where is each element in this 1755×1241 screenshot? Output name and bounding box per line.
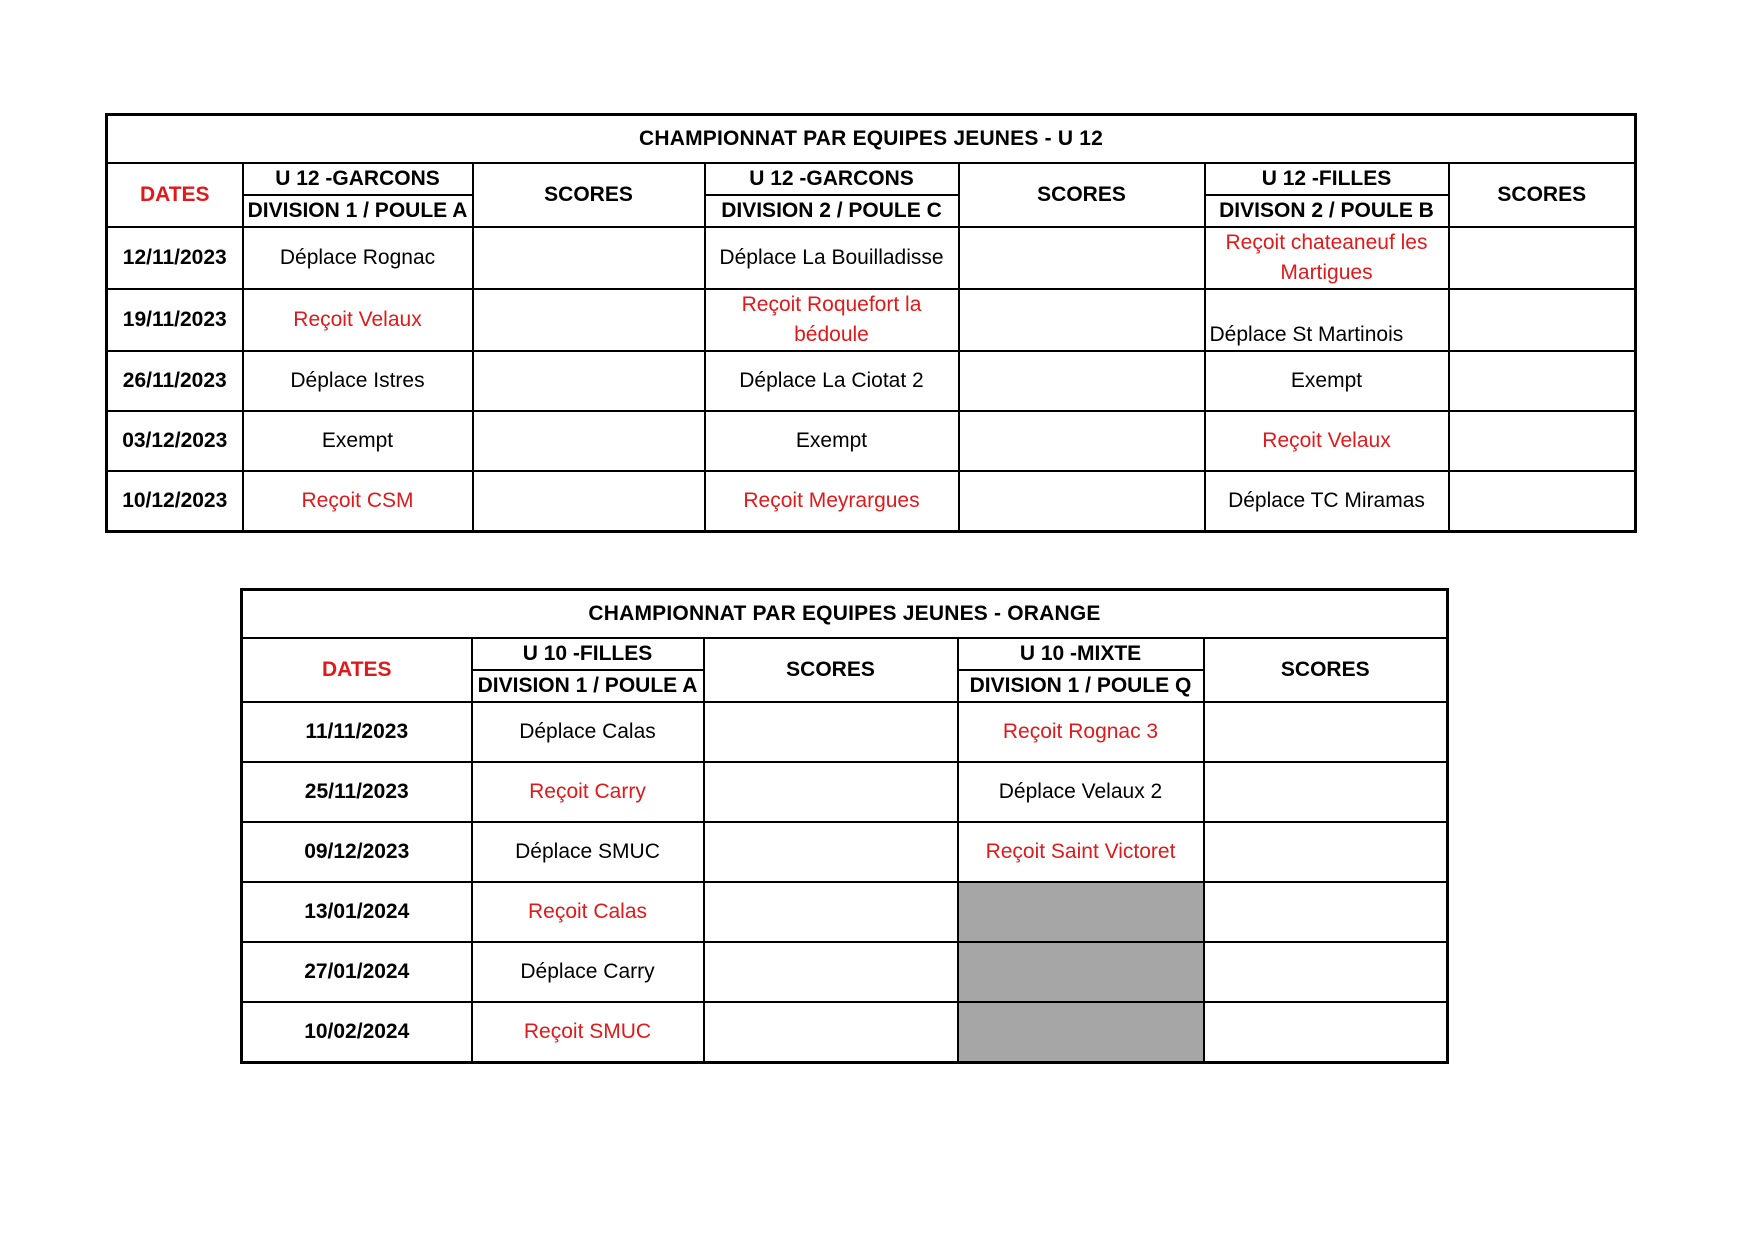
date-cell: 13/01/2024 (242, 882, 472, 942)
inactive-cell (958, 1002, 1204, 1063)
score-cell[interactable] (704, 942, 958, 1002)
group-team-header: U 12 -FILLES (1205, 163, 1449, 195)
match-cell: Exempt (243, 411, 473, 471)
group-division-header: DIVISION 1 / POULE A (243, 195, 473, 227)
table-row (242, 942, 1448, 1002)
match-cell: Reçoit chateaneuf les Martigues (1205, 227, 1449, 289)
score-cell[interactable] (1204, 762, 1448, 822)
score-cell[interactable] (1204, 702, 1448, 762)
match-cell: Reçoit Calas (472, 882, 704, 942)
date-cell: 10/12/2023 (107, 471, 243, 532)
match-cell: Reçoit Velaux (243, 289, 473, 351)
match-cell: Déplace Velaux 2 (958, 762, 1204, 822)
score-cell[interactable] (473, 227, 705, 289)
score-cell[interactable] (1204, 822, 1448, 882)
score-cell[interactable] (1449, 351, 1636, 411)
table-row (107, 289, 1636, 351)
score-cell[interactable] (959, 289, 1205, 351)
table-title: CHAMPIONNAT PAR EQUIPES JEUNES - U 12 (107, 115, 1636, 164)
table-row (242, 762, 1448, 822)
scores-header: SCORES (959, 163, 1205, 227)
dates-header: DATES (107, 163, 243, 227)
table-row (107, 227, 1636, 289)
inactive-cell (958, 882, 1204, 942)
date-cell: 03/12/2023 (107, 411, 243, 471)
score-cell[interactable] (959, 227, 1205, 289)
match-cell: Reçoit Rognac 3 (958, 702, 1204, 762)
score-cell[interactable] (959, 411, 1205, 471)
match-cell: Reçoit Roquefort la bédoule (705, 289, 959, 351)
match-cell: Reçoit Carry (472, 762, 704, 822)
match-cell: Déplace Calas (472, 702, 704, 762)
match-cell: Reçoit SMUC (472, 1002, 704, 1063)
table-row (242, 1002, 1448, 1063)
match-cell: Déplace TC Miramas (1205, 471, 1449, 532)
table-row (242, 882, 1448, 942)
match-cell: Déplace Carry (472, 942, 704, 1002)
match-cell: Déplace St Martinois (1205, 289, 1449, 351)
group-division-header: DIVISON 2 / POULE B (1205, 195, 1449, 227)
group-team-header: U 10 -MIXTE (958, 638, 1204, 670)
group-division-header: DIVISION 2 / POULE C (705, 195, 959, 227)
score-cell[interactable] (704, 702, 958, 762)
score-cell[interactable] (1204, 1002, 1448, 1063)
score-cell[interactable] (959, 471, 1205, 532)
score-cell[interactable] (1449, 227, 1636, 289)
table-row (107, 471, 1636, 532)
score-cell[interactable] (1449, 411, 1636, 471)
score-cell[interactable] (473, 471, 705, 532)
inactive-cell (958, 942, 1204, 1002)
score-cell[interactable] (1204, 882, 1448, 942)
dates-header: DATES (242, 638, 472, 702)
date-cell: 09/12/2023 (242, 822, 472, 882)
date-cell: 10/02/2024 (242, 1002, 472, 1063)
orange-schedule-table (240, 588, 1449, 1064)
table-row (107, 411, 1636, 471)
score-cell[interactable] (704, 882, 958, 942)
score-cell[interactable] (704, 822, 958, 882)
scores-header: SCORES (1449, 163, 1636, 227)
match-cell: Déplace SMUC (472, 822, 704, 882)
score-cell[interactable] (473, 411, 705, 471)
score-cell[interactable] (704, 1002, 958, 1063)
score-cell[interactable] (1449, 289, 1636, 351)
score-cell[interactable] (1449, 471, 1636, 532)
match-cell: Reçoit Meyrargues (705, 471, 959, 532)
date-cell: 19/11/2023 (107, 289, 243, 351)
table-title: CHAMPIONNAT PAR EQUIPES JEUNES - ORANGE (242, 590, 1448, 639)
group-team-header: U 10 -FILLES (472, 638, 704, 670)
score-cell[interactable] (473, 289, 705, 351)
table-row (107, 351, 1636, 411)
date-cell: 11/11/2023 (242, 702, 472, 762)
match-cell: Reçoit Velaux (1205, 411, 1449, 471)
score-cell[interactable] (473, 351, 705, 411)
scores-header: SCORES (704, 638, 958, 702)
score-cell[interactable] (959, 351, 1205, 411)
date-cell: 25/11/2023 (242, 762, 472, 822)
match-cell: Exempt (1205, 351, 1449, 411)
match-cell: Exempt (705, 411, 959, 471)
match-cell: Reçoit Saint Victoret (958, 822, 1204, 882)
group-team-header: U 12 -GARCONS (705, 163, 959, 195)
table-row (242, 822, 1448, 882)
group-division-header: DIVISION 1 / POULE Q (958, 670, 1204, 702)
date-cell: 26/11/2023 (107, 351, 243, 411)
score-cell[interactable] (1204, 942, 1448, 1002)
u12-schedule-table (105, 113, 1637, 533)
scores-header: SCORES (1204, 638, 1448, 702)
match-cell: Déplace Rognac (243, 227, 473, 289)
scores-header: SCORES (473, 163, 705, 227)
match-cell: Déplace Istres (243, 351, 473, 411)
score-cell[interactable] (704, 762, 958, 822)
group-division-header: DIVISION 1 / POULE A (472, 670, 704, 702)
date-cell: 12/11/2023 (107, 227, 243, 289)
match-cell: Déplace La Ciotat 2 (705, 351, 959, 411)
table-row (242, 702, 1448, 762)
group-team-header: U 12 -GARCONS (243, 163, 473, 195)
match-cell: Déplace La Bouilladisse (705, 227, 959, 289)
match-cell: Reçoit CSM (243, 471, 473, 532)
date-cell: 27/01/2024 (242, 942, 472, 1002)
